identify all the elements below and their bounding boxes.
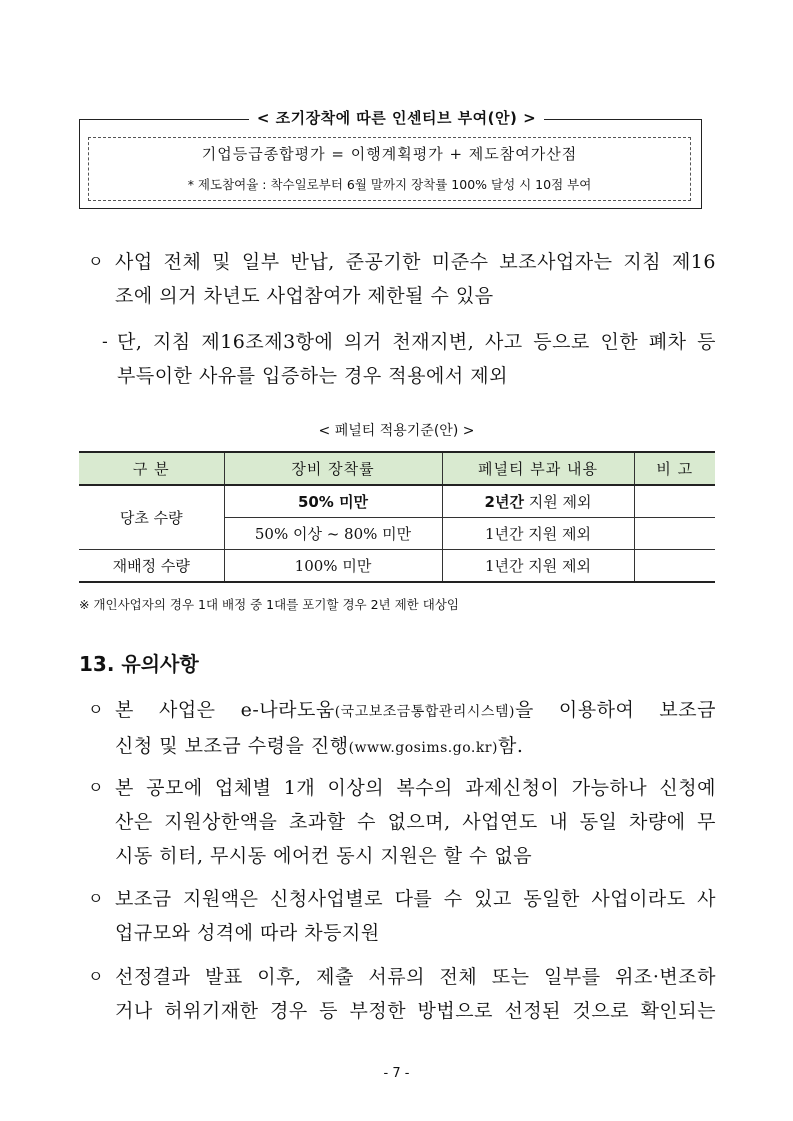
notice-line: 본 공모에 업체별 1개 이상의 복수의 과제신청이 가능하나 신청예: [115, 777, 716, 799]
cell-penalty: 1년간 지원 제외: [442, 518, 634, 550]
cell-penalty: [442, 485, 634, 518]
cell-note: [634, 550, 715, 583]
cell-rate: 100% 미만: [224, 550, 442, 583]
notice-line: 선정결과 발표 이후, 제출 서류의 전체 또는 일부를 위조·변조하: [115, 966, 716, 988]
page-number: - 7 -: [383, 1066, 410, 1081]
table-row: [79, 550, 715, 583]
notice-line: 거나 허위기재한 경우 등 부정한 방법으로 선정된 것으로 확인되는: [115, 1000, 716, 1022]
incentive-note: * 제도참여율 : 착수일로부터 6월 말까지 장착률 100% 달성 시 10점 부여: [187, 177, 592, 192]
table-row: [79, 485, 715, 518]
dash-mark: -: [102, 332, 109, 351]
cell-penalty: 1년간 지원 제외: [442, 550, 634, 583]
bullet-mark: ㅇ: [88, 967, 104, 986]
cell-group: 당초 수량: [79, 485, 224, 550]
table-header-row: [79, 452, 715, 485]
notice-item: [88, 882, 716, 950]
cell-note: [634, 485, 715, 518]
bullet-mark: ㅇ: [88, 889, 104, 908]
notice-line: 보조금 지원액은 신청사업별로 다를 수 있고 동일한 사업이라도 사: [115, 888, 716, 910]
incentive-formula: 기업등급종합평가 = 이행계획평가 + 제도참여가산점: [201, 145, 578, 163]
notice-item: [88, 960, 716, 1028]
cell-group: 재배정 수량: [79, 550, 224, 583]
cell-rate: 50% 이상 ~ 80% 미만: [224, 518, 442, 550]
notice-line: 산은 지원상한액을 초과할 수 없으며, 사업연도 내 동일 차량에 무: [115, 811, 716, 833]
notice-line: 업규모와 성격에 따라 차등지원: [115, 922, 380, 944]
cell-rate: 50% 미만: [224, 485, 442, 518]
bullet-mark: ㅇ: [88, 252, 104, 271]
table-caption: < 페널티 적용기준(안) >: [318, 423, 475, 439]
incentive-title: < 조기장착에 따른 인센티브 부여(안) >: [0, 107, 793, 128]
dash-line: 단, 지침 제16조제3항에 의거 천재지변, 사고 등으로 인한 폐차 등: [117, 331, 716, 353]
header-penalty: 페널티 부과 내용: [442, 452, 634, 485]
bullet-line: 조에 의거 차년도 사업참여가 제한될 수 있음: [115, 285, 494, 307]
notice-line: 본 사업은 e-나라도움(국고보조금통합관리시스템)을 이용하여 보조금: [115, 699, 716, 721]
dash-exception: [102, 325, 716, 393]
dash-line: 부득이한 사유를 입증하는 경우 적용에서 제외: [117, 365, 508, 387]
notice-line: 신청 및 보조금 수령을 진행(www.gosims.go.kr)함.: [115, 735, 524, 757]
bullet-line: 사업 전체 및 일부 반납, 준공기한 미준수 보조사업자는 지침 제16: [115, 251, 716, 273]
bullet-restriction: [88, 245, 716, 313]
table-footnote: ※ 개인사업자의 경우 1대 배정 중 1대를 포기할 경우 2년 제한 대상임: [79, 597, 459, 612]
notice-line: 시동 히터, 무시동 에어컨 동시 지원은 할 수 없음: [115, 845, 533, 867]
cell-note: [634, 518, 715, 550]
header-category: 구 분: [79, 452, 224, 485]
penalty-table: [79, 451, 715, 583]
bullet-mark: ㅇ: [88, 700, 104, 719]
section-heading: 13. 유의사항: [79, 652, 199, 676]
notice-item: [88, 693, 716, 765]
header-rate: 장비 장착률: [224, 452, 442, 485]
notice-item: [88, 771, 716, 873]
bullet-mark: ㅇ: [88, 778, 104, 797]
penalty-rest: 지원 제외: [523, 493, 592, 511]
penalty-bold: 2년간: [484, 493, 524, 511]
header-note: 비 고: [634, 452, 715, 485]
